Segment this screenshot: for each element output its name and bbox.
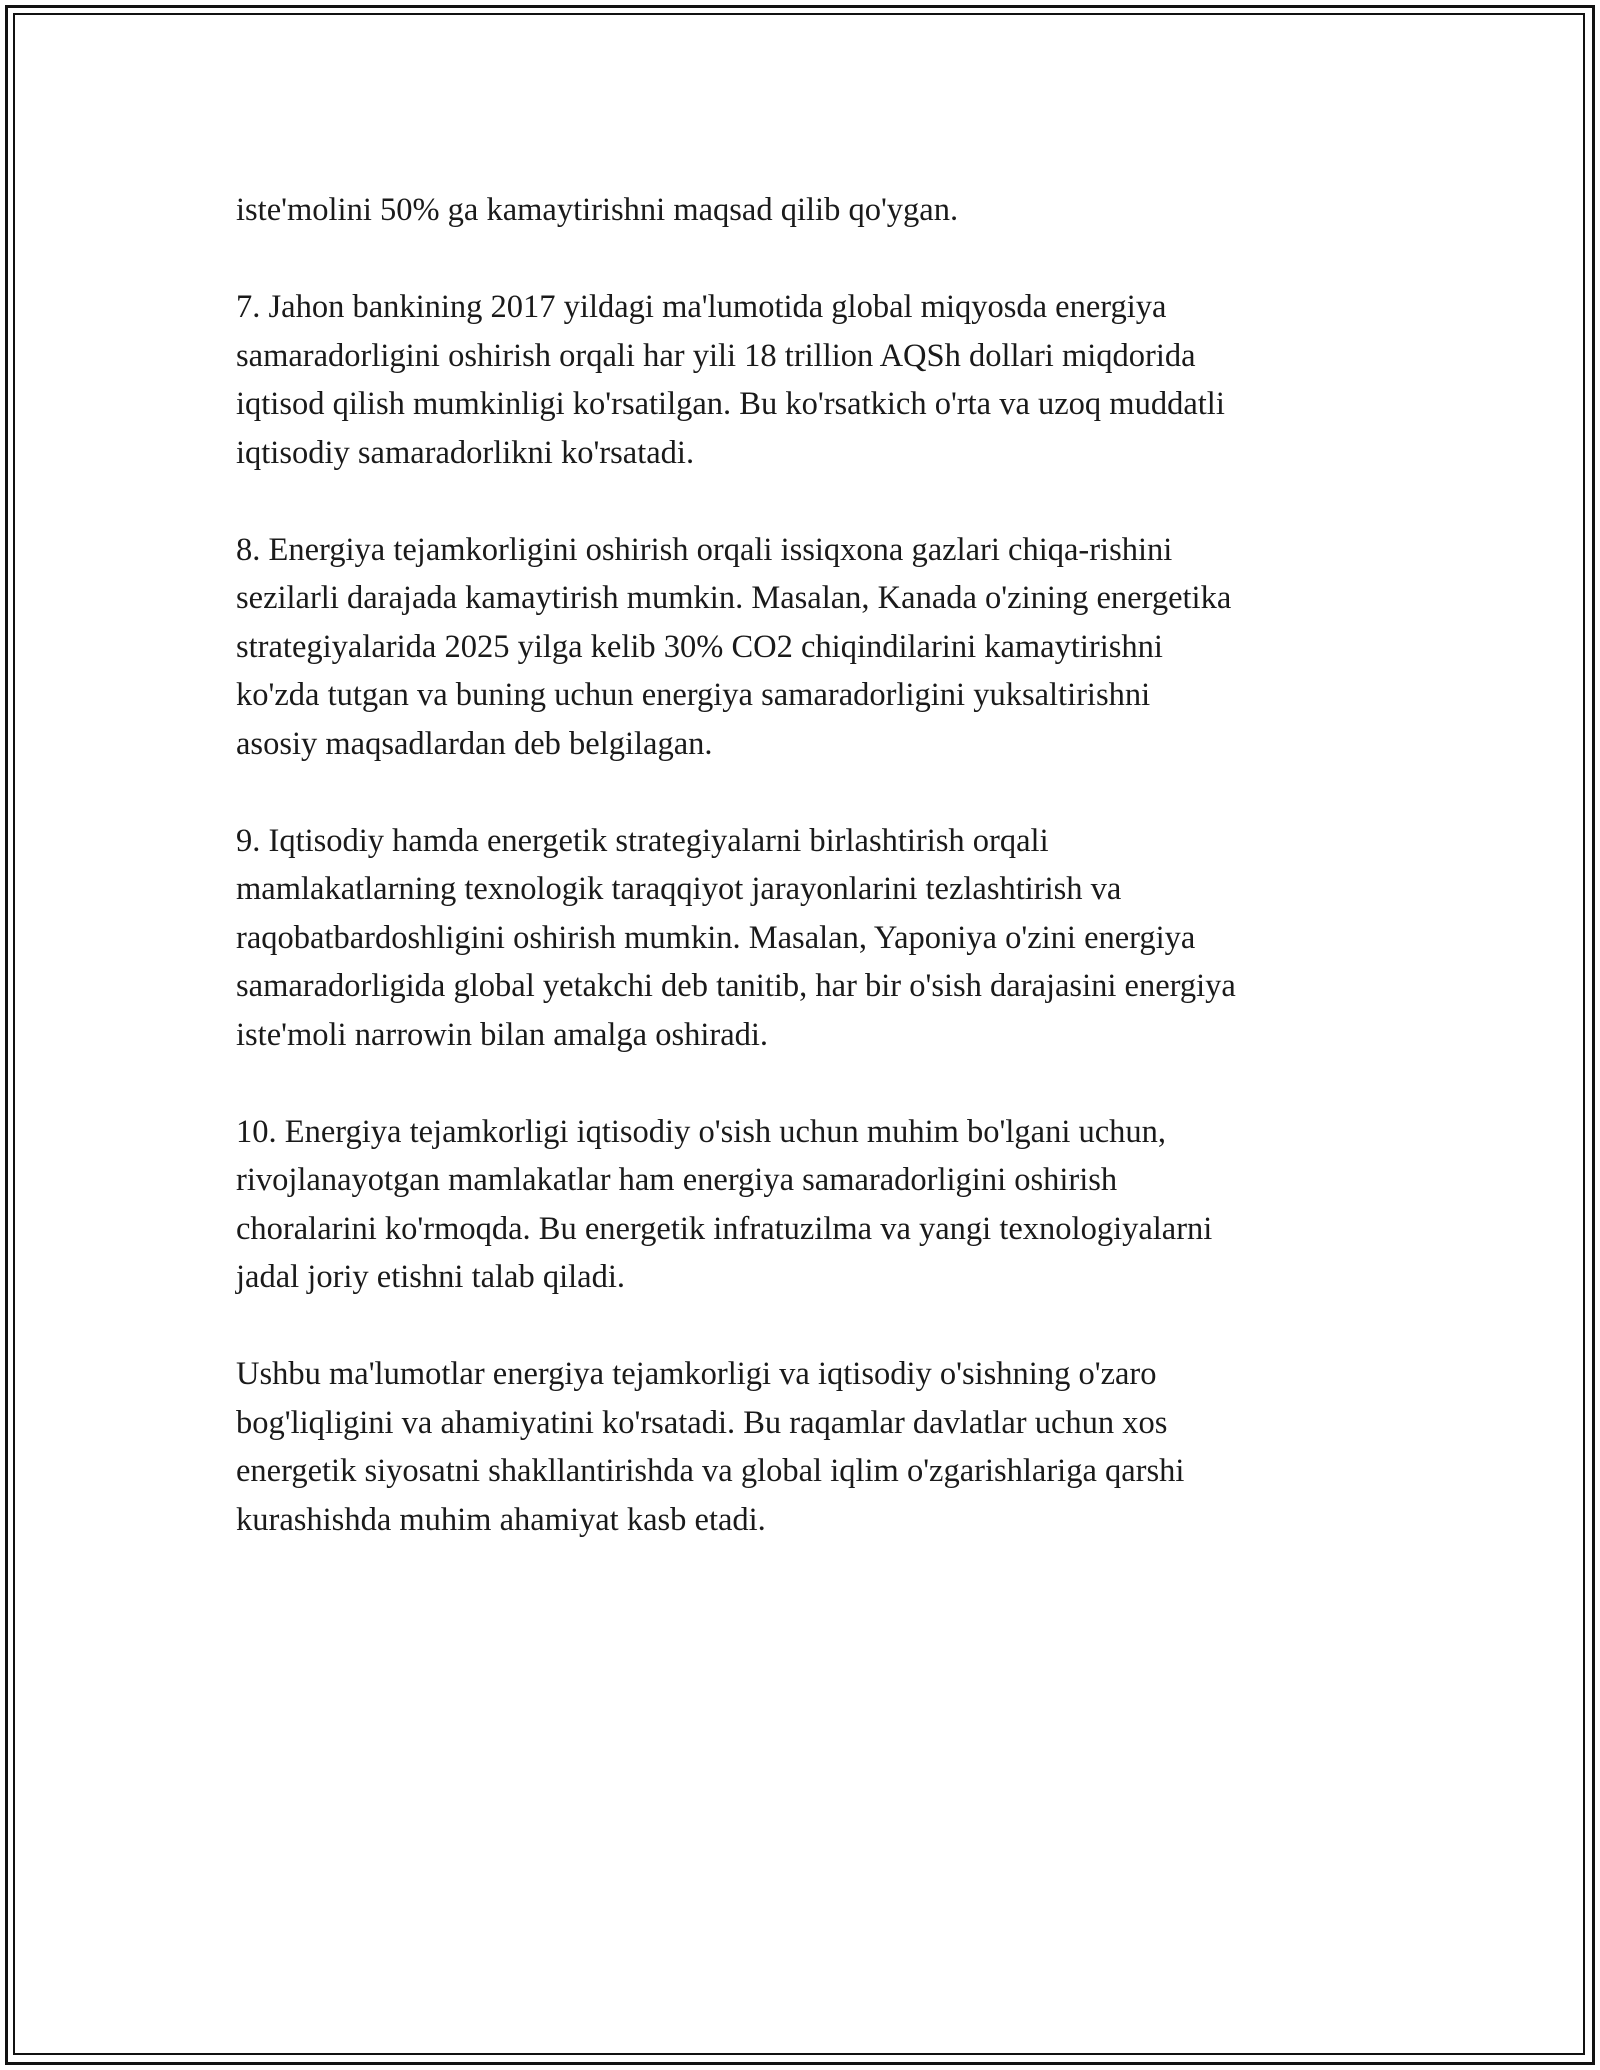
text-line: strategiyalarida 2025 yilga kelib 30% CO2 chiqindilarini kamaytirishni	[236, 628, 1163, 665]
text-line: 10. Energiya tejamkorligi iqtisodiy o'sish uchun muhim bo'lgani uchun,	[236, 1113, 1167, 1150]
paragraph-item-7	[236, 283, 1386, 477]
text-line: sezilarli darajada kamaytirish mumkin. Masalan, Kanada o'zining energetika	[236, 580, 1232, 616]
text-line: mamlakatlarning texnologik taraqqiyot jarayonlarini tezlashtirish va	[236, 871, 1122, 907]
paragraph-continuation	[236, 186, 1386, 235]
paragraph-conclusion	[236, 1350, 1386, 1544]
text-line: asosiy maqsadlardan deb belgilagan.	[236, 725, 713, 762]
text-line: samaradorligini oshirish orqali har yili 18 trillion AQSh dollari miqdorida	[236, 337, 1196, 374]
text-line: raqobatbardoshligini oshirish mumkin. Masalan, Yaponiya o'zini energiya	[236, 919, 1196, 956]
text-line: bog'liqligini va ahamiyatini ko'rsatadi. Bu raqamlar davlatlar uchun xos	[236, 1404, 1168, 1441]
text-line: rivojlanayotgan mamlakatlar ham energiya samaradorligini oshirish	[236, 1162, 1118, 1198]
paragraph-item-9	[236, 817, 1386, 1060]
text-line: kurashishda muhim ahamiyat kasb etadi.	[236, 1501, 766, 1538]
text-line: Ushbu ma'lumotlar energiya tejamkorligi va iqtisodiy o'sishning o'zaro	[236, 1356, 1157, 1392]
paragraph-item-8	[236, 526, 1386, 769]
text-line: choralarini ko'rmoqda. Bu energetik infratuzilma va yangi texnologiyalarni	[236, 1210, 1213, 1247]
text-line: jadal joriy etishni talab qiladi.	[236, 1259, 626, 1295]
text-line: samaradorligida global yetakchi deb tanitib, har bir o'sish darajasini energiya	[236, 968, 1236, 1004]
text-line: energetik siyosatni shakllantirishda va global iqlim o'zgarishlariga qarshi	[236, 1453, 1185, 1489]
text-line: iste'moli narrowin bilan amalga oshiradi.	[236, 1016, 769, 1053]
text-line: ko'zda tutgan va buning uchun energiya samaradorligini yuksaltirishni	[236, 677, 1151, 713]
paragraph-item-10	[236, 1108, 1386, 1302]
text-line: 7. Jahon bankining 2017 yildagi ma'lumotida global miqyosda energiya	[236, 289, 1167, 325]
text-line: 8. Energiya tejamkorligini oshirish orqali issiqxona gazlari chiqa-rishini	[236, 531, 1173, 568]
document-body	[236, 186, 1386, 1593]
text-line: 9. Iqtisodiy hamda energetik strategiyalarni birlashtirish orqali	[236, 822, 1049, 859]
text-line: iqtisod qilish mumkinligi ko'rsatilgan. Bu ko'rsatkich o'rta va uzoq muddatli	[236, 386, 1225, 422]
text-line: iqtisodiy samaradorlikni ko'rsatadi.	[236, 434, 695, 471]
text-line: iste'molini 50% ga kamaytirishni maqsad qilib qo'ygan.	[236, 192, 959, 228]
